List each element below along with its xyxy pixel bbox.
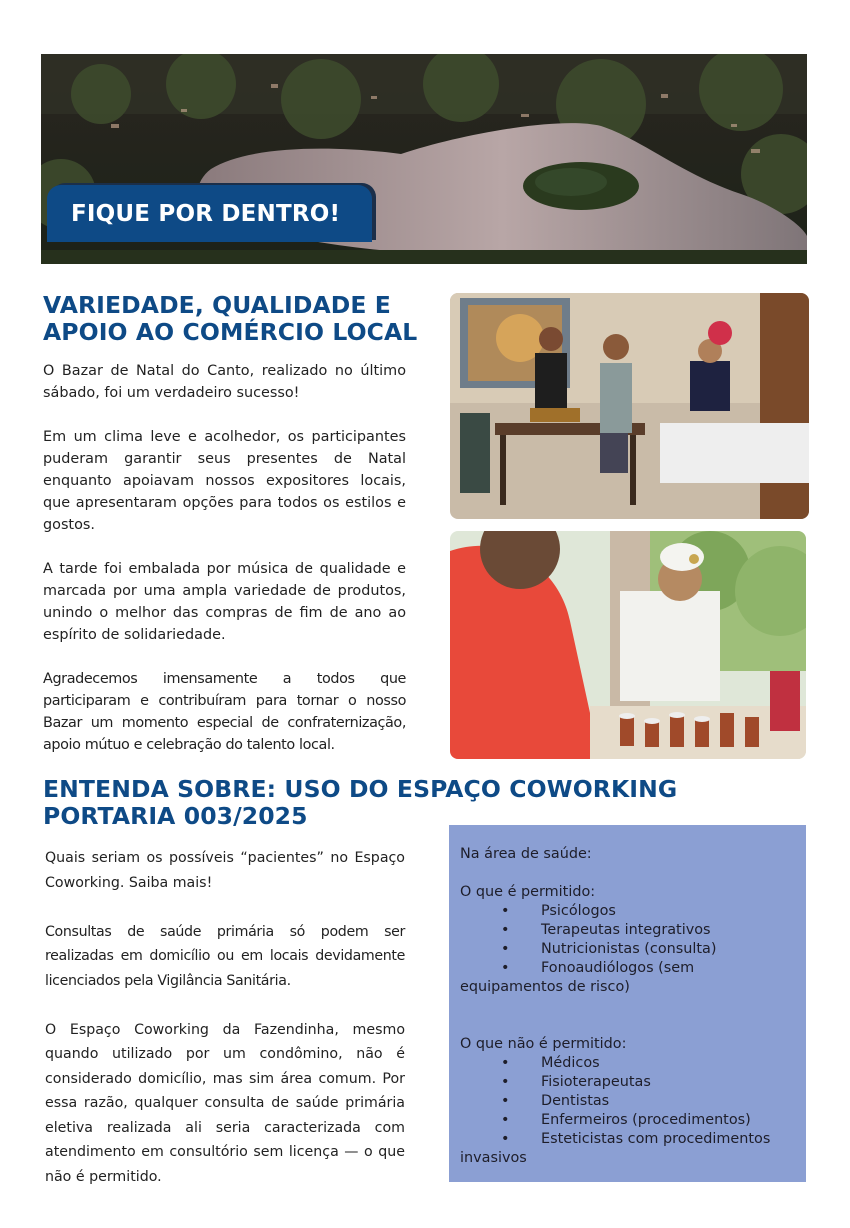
list-item: • Fonoaudiólogos (sem equipamentos de risco) [460, 960, 695, 995]
list-item: • Terapeutas integrativos [501, 922, 711, 938]
bullet-icon: • [501, 922, 510, 938]
allowed-list [460, 902, 796, 997]
section2-paragraph-1: Quais seriam os possíveis “pacientes” no Espaço Coworking. Saiba mais! [45, 850, 405, 891]
list-item: • Enfermeiros (procedimentos) [501, 1112, 751, 1128]
hero-tag-label: FIQUE POR DENTRO! [47, 185, 372, 242]
allowed-title: O que é permitido: [460, 884, 596, 900]
bullet-icon: • [501, 960, 510, 976]
list-item: • Médicos [501, 1055, 600, 1071]
section2-paragraph-2: Consultas de saúde primária só podem ser realizadas em domicílio ou em locais devidamente licenciados pela Vigilância Sanitária. [45, 923, 405, 989]
section2-body [45, 846, 405, 1214]
bullet-icon: • [501, 1131, 510, 1147]
list-item: • Fisioterapeutas [501, 1074, 651, 1090]
bullet-icon: • [501, 941, 510, 957]
health-rules-box [449, 825, 806, 1182]
hero-banner [41, 54, 807, 264]
box-heading: Na área de saúde: [460, 846, 592, 862]
bullet-icon: • [501, 1074, 510, 1090]
section2-title: ENTENDA SOBRE: USO DO ESPAÇO COWORKING PORTARIA 003/2025 [43, 775, 678, 830]
bullet-icon: • [501, 1055, 510, 1071]
bullet-icon: • [501, 903, 510, 919]
list-item: • Psicólogos [501, 903, 616, 919]
list-item: • Nutricionistas (consulta) [501, 941, 717, 957]
section1-paragraph-1: O Bazar de Natal do Canto, realizado no último sábado, foi um verdadeiro sucesso! [43, 363, 406, 401]
bullet-icon: • [501, 1112, 510, 1128]
section1-paragraph-4: Agradecemos imensamente a todos que participaram e contribuíram para tornar o nosso Bazar um momento especial de confraternização, apoio mútuo e celebração do talento local. [43, 671, 406, 753]
section1-paragraph-3: A tarde foi embalada por música de qualidade e marcada por uma ampla variedade de produtos, unindo o melhor das compras de fim de ano ao espírito de solidariedade. [43, 561, 406, 643]
list-item: • Dentistas [501, 1093, 610, 1109]
bazaar-photo-stand [450, 293, 809, 519]
section1-paragraph-2: Em um clima leve e acolhedor, os participantes puderam garantir seus presentes de Natal enquanto apoiavam nossos expositores locais, que apresentaram opções para todos os estilos e gostos. [43, 429, 406, 533]
bullet-icon: • [501, 1093, 510, 1109]
bazaar-stand-image [450, 293, 809, 519]
not-allowed-title: O que não é permitido: [460, 1036, 627, 1052]
not-allowed-list [460, 1054, 796, 1168]
bazaar-vendor-image [450, 531, 806, 759]
bazaar-photo-vendor [450, 531, 806, 759]
section2-paragraph-3: O Espaço Coworking da Fazendinha, mesmo quando utilizado por um condômino, não é considerado domicílio, mas sim área comum. Por essa razão, qualquer consulta de saúde primária eletiva realizada ali seria caracterizada com atendimento em consultório sem licença — o que não é permitido. [45, 1021, 405, 1185]
section1-title: VARIEDADE, QUALIDADE E APOIO AO COMÉRCIO LOCAL [43, 291, 418, 346]
list-item: • Esteticistas com procedimentos invasivos [460, 1131, 771, 1166]
section1-body [43, 360, 406, 778]
